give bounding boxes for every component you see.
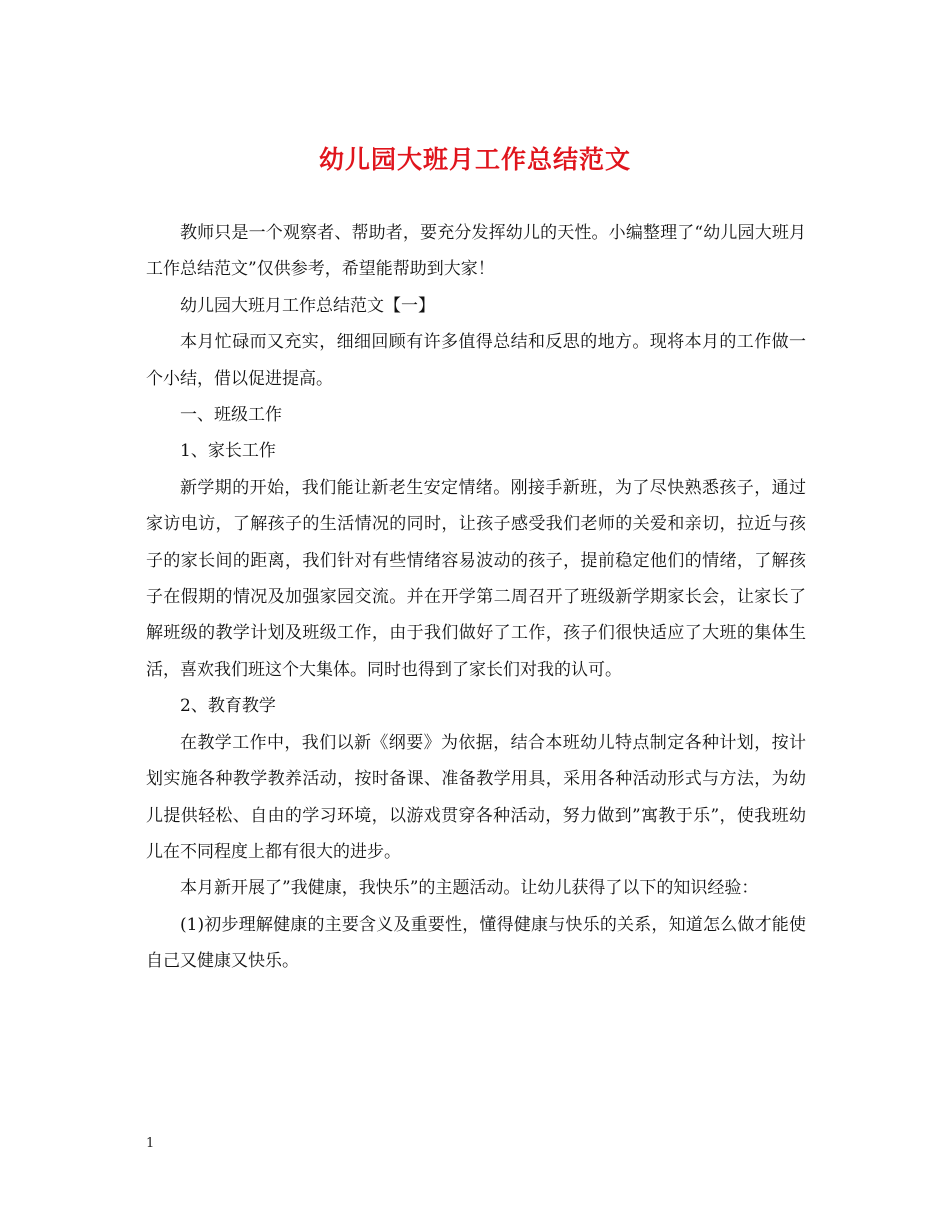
document-body [146,215,806,980]
paragraph-knowledge-point-1: (1)初步理解健康的主要含义及重要性，懂得健康与快乐的关系，知道怎么做才能使自己又健康又快乐。 [146,914,806,972]
paragraph-summary: 本月忙碌而又充实，细细回顾有许多值得总结和反思的地方。现将本月的工作做一个小结，借以促进提高。 [146,332,806,389]
document-title: 幼儿园大班月工作总结范文 [318,145,631,174]
heading-education-teaching: 2、教育教学 [180,696,276,717]
heading-parent-work: 1、家长工作 [180,441,276,462]
paragraph-parent-work: 新学期的开始，我们能让新老生安定情绪。刚接手新班，为了尽快熟悉孩子，通过家访电访，了解孩子的生活情况的同时，让孩子感受我们老师的关爱和亲切，拉近与孩子的家长间的距离，我们针对有些情绪容易波动的孩子，提前稳定他们的情绪，了解孩子在假期的情况及加强家园交流。并在开学第二周召开了班级新学期家长会，让家长了解班级的教学计划及班级工作，由于我们做好了工作，孩子们很快适应了大班的集体生活，喜欢我们班这个大集体。同时也得到了家长们对我的认可。 [146,477,806,680]
section-heading-one: 幼儿园大班月工作总结范文【一】 [180,295,435,316]
paragraph-education-teaching: 在教学工作中，我们以新《纲要》为依据，结合本班幼儿特点制定各种计划，按计划实施各种教学教养活动，按时备课、准备教学用具，采用各种活动形式与方法，为幼儿提供轻松、自由的学习环境，以游戏贯穿各种活动，努力做到”寓教于乐”，使我班幼儿在不同程度上都有很大的进步。 [146,732,806,862]
paragraph-theme-activity: 本月新开展了”我健康，我快乐”的主题活动。让幼儿获得了以下的知识经验： [180,878,759,899]
paragraph-intro: 教师只是一个观察者、帮助者，要充分发挥幼儿的天性。小编整理了“幼儿园大班月工作总结范文”仅供参考，希望能帮助到大家！ [146,223,806,280]
page-number: 1 [146,1136,155,1151]
heading-class-work: 一、班级工作 [180,405,282,426]
